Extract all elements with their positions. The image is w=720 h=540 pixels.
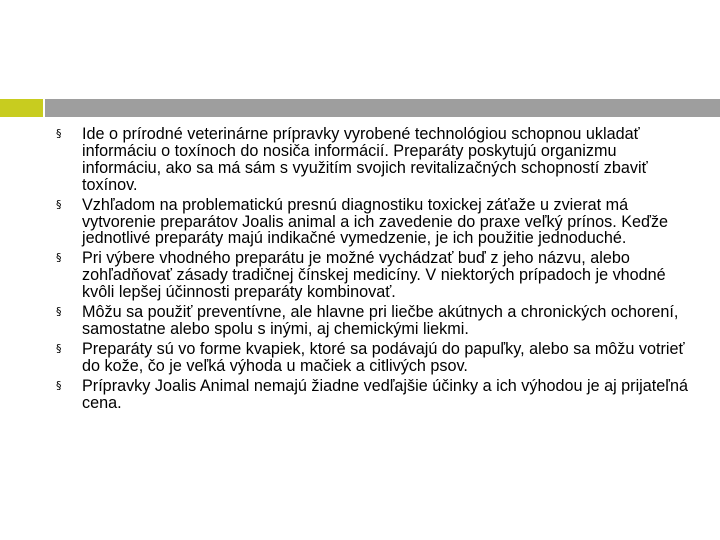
bullet-text: Pri výbere vhodného preparátu je možné vychádzať buď z jeho názvu, alebo zohľadňovať zásady tradičnej čínskej medicíny. V niektorých prípadoch je vhodné kvôli lepšej účinnosti preparáty kombinovať. [82, 249, 666, 302]
header-bar [45, 99, 720, 117]
bullet-text: Prípravky Joalis Animal nemajú žiadne vedľajšie účinky a ich výhodou je aj prijateľná cena. [82, 376, 688, 412]
accent-bar [0, 99, 43, 117]
bullet-list [56, 126, 696, 415]
bullet-marker: § [56, 341, 62, 355]
bullet-text: Ide o prírodné veterinárne prípravky vyrobené technológiou schopnou ukladať informáciu o toxínoch do nosiča informácií. Preparáty poskytujú organizmu informáciu, ako sa má sám s využitím svojich revitalizačných schopností zbaviť toxínov. [82, 125, 648, 194]
list-item [56, 378, 696, 412]
bullet-text: Vzhľadom na problematickú presnú diagnostiku toxickej záťaže u zvierat má vytvorenie preparátov Joalis animal a ich zavedenie do praxe veľký prínos. Keďže jednotlivé preparáty majú indikačné vymedzenie, je ich použitie jednoduché. [82, 195, 669, 248]
list-item [56, 126, 696, 194]
bullet-marker: § [56, 305, 62, 319]
list-item [56, 341, 696, 375]
list-item [56, 304, 696, 338]
bullet-text: Môžu sa použiť preventívne, ale hlavne pri liečbe akútnych a chronických ochorení, samostatne alebo spolu s inými, aj chemickými liekmi. [82, 303, 679, 338]
list-item [56, 197, 696, 248]
bullet-marker: § [56, 127, 62, 140]
bullet-text: Preparáty sú vo forme kvapiek, ktoré sa podávajú do papuľky, alebo sa môžu votrieť do kože, čo je veľká výhoda u mačiek a citlivých psov. [82, 339, 685, 375]
list-item [56, 250, 696, 301]
bullet-marker: § [56, 197, 62, 211]
bullet-marker: § [56, 378, 62, 392]
bullet-marker: § [56, 251, 62, 265]
